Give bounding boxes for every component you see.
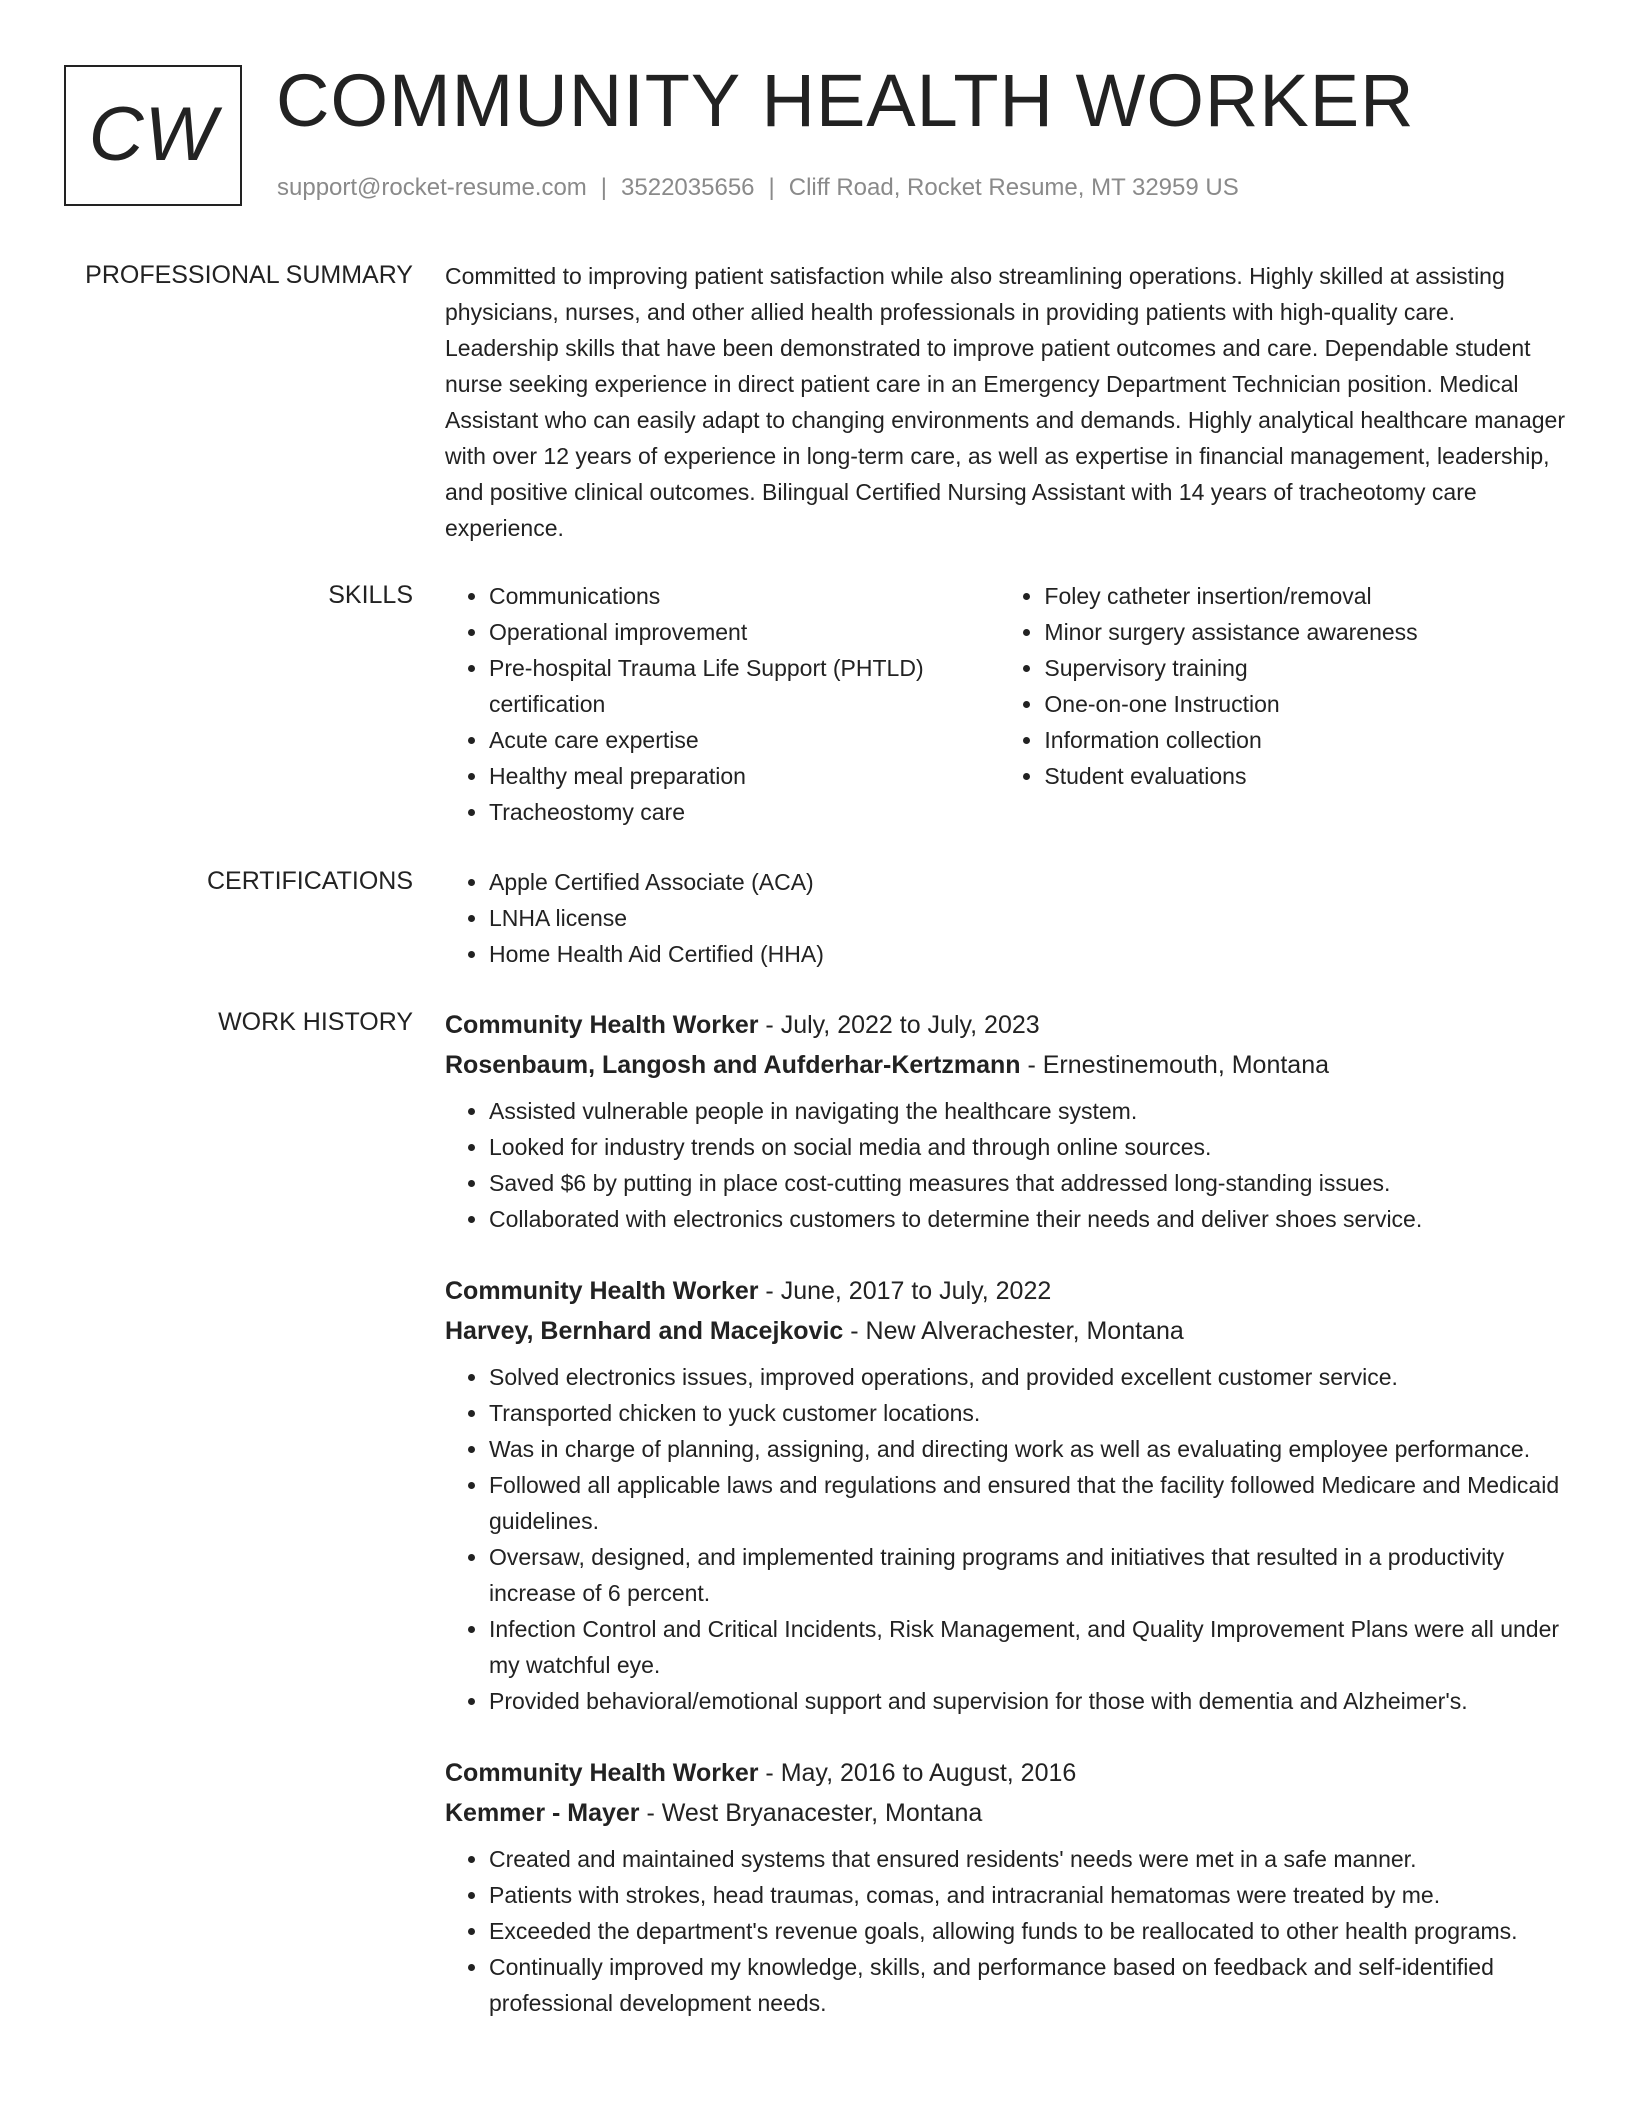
skill-item: • Minor surgery assistance awareness xyxy=(1044,614,1567,650)
certification-item: • LNHA license xyxy=(489,900,1567,936)
job-title: Community Health Worker xyxy=(445,1011,759,1039)
job-location: - West Bryanacester, Montana xyxy=(639,1799,983,1827)
job-company-line xyxy=(445,1793,1567,1833)
monogram-box xyxy=(64,65,242,206)
job-bullet: • Continually improved my knowledge, skills, and performance based on feedback and self-identified professional development needs. xyxy=(489,1949,1567,2021)
summary-body xyxy=(445,258,1567,546)
job-bullet: • Oversaw, designed, and implemented training programs and initiatives that resulted in a productivity increase of 6 percent. xyxy=(489,1539,1567,1611)
job-bullet: • Created and maintained systems that ensured residents' needs were met in a safe manner. xyxy=(489,1841,1567,1877)
skills-list-left xyxy=(445,578,1000,830)
job-bullet: • Solved electronics issues, improved operations, and provided excellent customer service. xyxy=(489,1359,1567,1395)
skill-item: • Acute care expertise xyxy=(489,722,1000,758)
job-bullets xyxy=(445,1093,1567,1237)
certification-item: • Home Health Aid Certified (HHA) xyxy=(489,936,1567,972)
contact-separator: | xyxy=(600,174,608,201)
job-entry xyxy=(445,1271,1567,1719)
certifications-list xyxy=(445,864,1567,972)
job-company: Harvey, Bernhard and Macejkovic xyxy=(445,1317,844,1345)
job-company: Rosenbaum, Langosh and Aufderhar-Kertzmann xyxy=(445,1051,1021,1079)
contact-address: Cliff Road, Rocket Resume, MT 32959 US xyxy=(788,174,1239,201)
section-label-work-history: WORK HISTORY xyxy=(218,1008,413,1036)
contact-separator: | xyxy=(768,174,775,201)
skills-list-right xyxy=(1000,578,1567,830)
job-bullet: • Looked for industry trends on social media and through online sources. xyxy=(489,1129,1567,1165)
certification-item: • Apple Certified Associate (ACA) xyxy=(489,864,1567,900)
job-company-line xyxy=(445,1045,1567,1085)
job-title-line xyxy=(445,1271,1567,1311)
skill-item: • Student evaluations xyxy=(1044,758,1567,794)
job-company-line xyxy=(445,1311,1567,1351)
job-bullet: • Provided behavioral/emotional support and supervision for those with dementia and Alzheimer's. xyxy=(489,1683,1567,1719)
section-label-summary: PROFESSIONAL SUMMARY xyxy=(85,261,413,289)
job-bullet: • Infection Control and Critical Incidents, Risk Management, and Quality Improvement Plans were all under my watchful eye. xyxy=(489,1611,1567,1683)
job-title-line xyxy=(445,1753,1567,1793)
job-company: Kemmer - Mayer xyxy=(445,1799,640,1827)
page-title: COMMUNITY HEALTH WORKER xyxy=(276,59,1415,142)
job-bullet: • Collaborated with electronics customers to determine their needs and deliver shoes service. xyxy=(489,1201,1567,1237)
section-label-skills: SKILLS xyxy=(328,581,413,609)
job-bullet: • Transported chicken to yuck customer locations. xyxy=(489,1395,1567,1431)
work-history-body xyxy=(445,1005,1567,2055)
job-location: - Ernestinemouth, Montana xyxy=(1020,1051,1330,1079)
summary-text: Committed to improving patient satisfaction while also streamlining operations. Highly skilled at assisting physicians, nurses, and other allied health professionals in providing patients with high-quality care. Leadership skills that have been demonstrated to improve patient outcomes and care. Dependable student nurse seeking experience in direct patient care in an Emergency Department Technician position. Medical Assistant who can easily adapt to changing environments and demands. Highly analytical healthcare manager with over 12 years of experience in long-term care, as well as expertise in financial management, leadership, and positive clinical outcomes. Bilingual Certified Nursing Assistant with 14 years of tracheotomy care experience. xyxy=(445,263,1565,541)
job-title: Community Health Worker xyxy=(445,1759,759,1787)
skill-item: • Communications xyxy=(489,578,1000,614)
job-title-line xyxy=(445,1005,1567,1045)
job-dates: - May, 2016 to August, 2016 xyxy=(758,1759,1077,1787)
job-bullet: • Assisted vulnerable people in navigating the healthcare system. xyxy=(489,1093,1567,1129)
skill-item: • Healthy meal preparation xyxy=(489,758,1000,794)
skill-item: • Operational improvement xyxy=(489,614,1000,650)
section-label-certifications: CERTIFICATIONS xyxy=(206,867,413,895)
skill-item: • Pre-hospital Trauma Life Support (PHTLD) certification xyxy=(489,650,1000,722)
skill-item: • Tracheostomy care xyxy=(489,794,1000,830)
job-dates: - June, 2017 to July, 2022 xyxy=(758,1277,1052,1305)
job-bullet: • Saved $6 by putting in place cost-cutting measures that addressed long-standing issues. xyxy=(489,1165,1567,1201)
monogram-initials: CW xyxy=(88,92,218,177)
job-bullets xyxy=(445,1841,1567,2021)
contact-line xyxy=(277,174,1239,202)
job-entry xyxy=(445,1005,1567,1237)
contact-phone: 3522035656 xyxy=(621,174,755,201)
job-bullets xyxy=(445,1359,1567,1719)
job-title: Community Health Worker xyxy=(445,1277,759,1305)
skill-item: • Supervisory training xyxy=(1044,650,1567,686)
job-bullet: • Exceeded the department's revenue goals, allowing funds to be reallocated to other health programs. xyxy=(489,1913,1567,1949)
skill-item: • Foley catheter insertion/removal xyxy=(1044,578,1567,614)
certifications-body xyxy=(445,864,1567,972)
job-bullet: • Patients with strokes, head traumas, comas, and intracranial hematomas were treated by me. xyxy=(489,1877,1567,1913)
skill-item: • Information collection xyxy=(1044,722,1567,758)
skills-body xyxy=(445,578,1567,830)
contact-email: support@rocket-resume.com xyxy=(277,174,587,201)
job-dates: - July, 2022 to July, 2023 xyxy=(758,1011,1040,1039)
job-entry xyxy=(445,1753,1567,2021)
job-location: - New Alverachester, Montana xyxy=(843,1317,1184,1345)
job-bullet: • Followed all applicable laws and regulations and ensured that the facility followed Medicare and Medicaid guidelines. xyxy=(489,1467,1567,1539)
skill-item: • One-on-one Instruction xyxy=(1044,686,1567,722)
job-bullet: • Was in charge of planning, assigning, and directing work as well as evaluating employee performance. xyxy=(489,1431,1567,1467)
